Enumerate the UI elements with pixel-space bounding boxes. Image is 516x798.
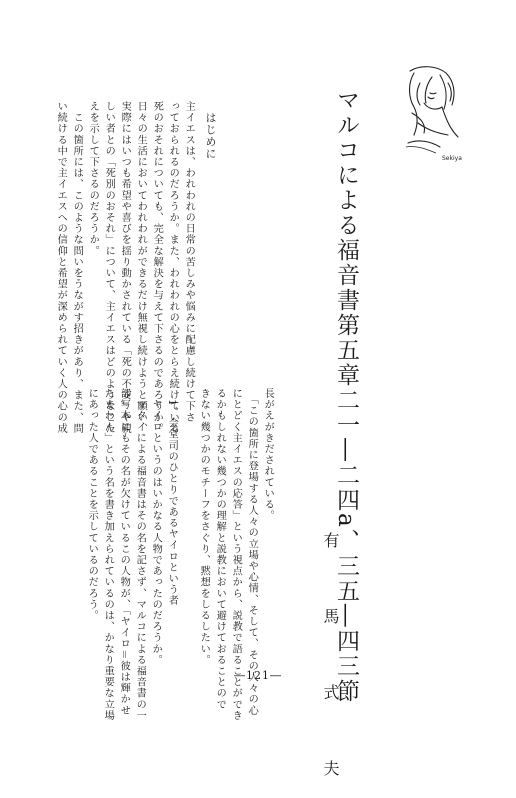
page-number: ―121―: [234, 669, 282, 682]
intro-column: えを示して下さるのだろうか。: [87, 101, 99, 257]
body-column: マタイによる福音書はその名を記さず、マルコによる福音書の一: [134, 388, 146, 721]
figure-illustration: [402, 63, 462, 163]
body-column: たまわん」という名を書き加えられているのは、かなり重要な立場: [102, 388, 114, 721]
author-name: 有 馬 式 夫: [321, 532, 340, 798]
section-heading: はじめに: [204, 112, 217, 160]
body-column: るかもしれない幾つかの理解と説教において避けておることので: [214, 388, 226, 710]
intro-column: 実際にはいつも希望や喜びを揺り動かされている「死の不安」や親: [119, 101, 131, 434]
body-column: きない幾つかのモチーフをさぐり、黙想をしるしたい。: [198, 388, 210, 666]
intro-column: しい者との「死別のおそれ」について、主イエスはどのようなこた: [103, 101, 115, 434]
body-column: にあった人であることを示しているのだろう。: [86, 388, 98, 622]
body-column: 「この箇所に登場する人々の立場や心情、そして、その人々の心: [246, 388, 258, 716]
illustration-signature: Sekiya: [442, 155, 462, 162]
body-column: ヤイロというのはいかなる人物であったのだろうか。: [150, 388, 162, 666]
body-column: 1、会堂司のひとりであるヤイロという者: [166, 388, 178, 607]
body-column: 長がえがきだされている。: [262, 388, 274, 522]
intro-column: 日々の生活においてわれわれができるだけ無視し続けようと願い、: [135, 101, 147, 434]
intro-column: い続ける中で主イエスへの信仰と希望が深められていく人の心の成: [55, 101, 67, 434]
body-column: 部写本にもその名が欠けているこの人物が、「ヤイロ＝彼は輝かせ: [118, 388, 130, 716]
intro-column: っておられるのだろうか。また、われわれの心をとらえ続けている: [167, 101, 179, 434]
intro-column: 死のおそれについても、完全な解決を与えて下さるのであろうか。: [151, 101, 163, 434]
article-title: マルコによる福音書第五章二一―二四a、三五―四三節: [333, 88, 359, 704]
body-column: にとどく主イエスの応答」という視点から、説教で語ることができ: [230, 388, 242, 721]
intro-column: この箇所には、このような問いをうながす招きがあり、また、問: [71, 101, 83, 434]
intro-column: 主イエスは、われわれの日常の苦しみや悩みに配慮し続けて下さ: [183, 101, 195, 423]
